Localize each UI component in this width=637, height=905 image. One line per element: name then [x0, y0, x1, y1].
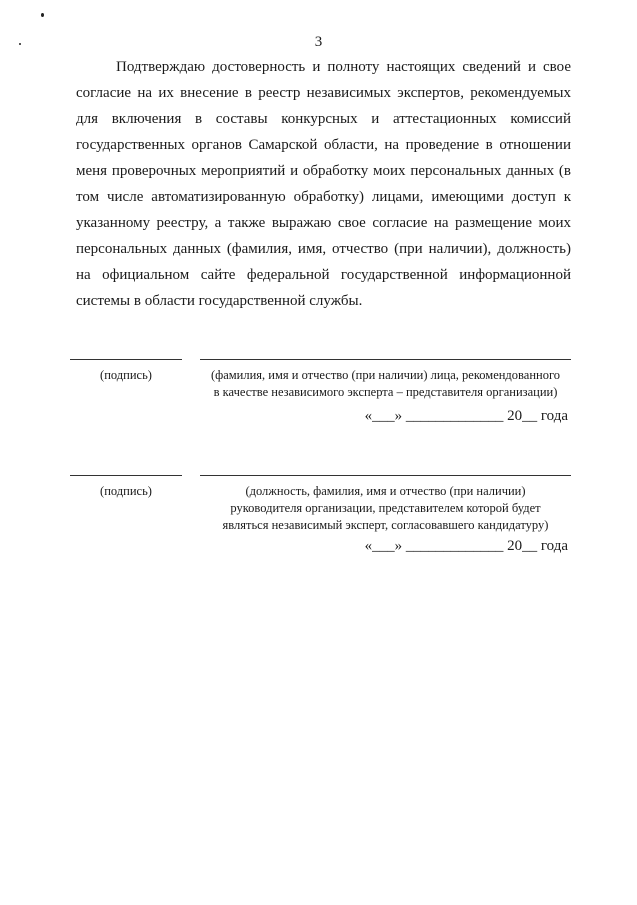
- consent-paragraph: [76, 54, 571, 314]
- expert-date-line: «___» _____________ 20__ года: [364, 408, 568, 424]
- expert-name-line: [200, 359, 571, 360]
- expert-signature-caption: (подпись): [100, 368, 152, 382]
- paragraph-line: согласие на их внесение в реестр независимых экспертов, рекомендуемых: [76, 85, 571, 101]
- head-signature-caption: (подпись): [100, 484, 152, 498]
- head-name-caption: [200, 483, 571, 534]
- paragraph-line: на официальном сайте федеральной государственной информационной: [76, 267, 571, 283]
- paragraph-line: Подтверждаю достоверность и полноту настоящих сведений и свое: [116, 59, 571, 75]
- head-signature-line: [70, 475, 182, 476]
- paragraph-line: для включения в составы конкурсных и аттестационных комиссий: [76, 111, 571, 127]
- expert-name-caption: [200, 367, 571, 401]
- caption-line: (фамилия, имя и отчество (при наличии) лица, рекомендованного: [210, 368, 561, 382]
- caption-line: являться независимый эксперт, согласовавшего кандидатуру): [222, 518, 549, 532]
- paragraph-line: указанному реестру, а также выражаю свое согласие на размещение моих: [76, 215, 571, 231]
- caption-line: (должность, фамилия, имя и отчество (при наличии): [245, 484, 526, 498]
- paragraph-line: персональных данных (фамилия, имя, отчество (при наличии), должность): [76, 241, 571, 257]
- caption-line: руководителя организации, представителем которой будет: [230, 501, 541, 515]
- scan-speck: [41, 13, 44, 17]
- page-number: 3: [314, 34, 323, 50]
- caption-line: в качестве независимого эксперта – представителя организации): [213, 385, 558, 399]
- paragraph-line: государственных органов Самарской области, на проведение в отношении: [76, 137, 571, 153]
- paragraph-line: системы в области государственной службы.: [76, 293, 363, 309]
- paragraph-line: меня проверочных мероприятий и обработку моих персональных данных (в: [76, 163, 571, 179]
- head-date-line: «___» _____________ 20__ года: [364, 538, 568, 554]
- expert-signature-line: [70, 359, 182, 360]
- paragraph-line: том числе автоматизированную обработку) лицами, имеющими доступ к: [76, 189, 571, 205]
- head-name-line: [200, 475, 571, 476]
